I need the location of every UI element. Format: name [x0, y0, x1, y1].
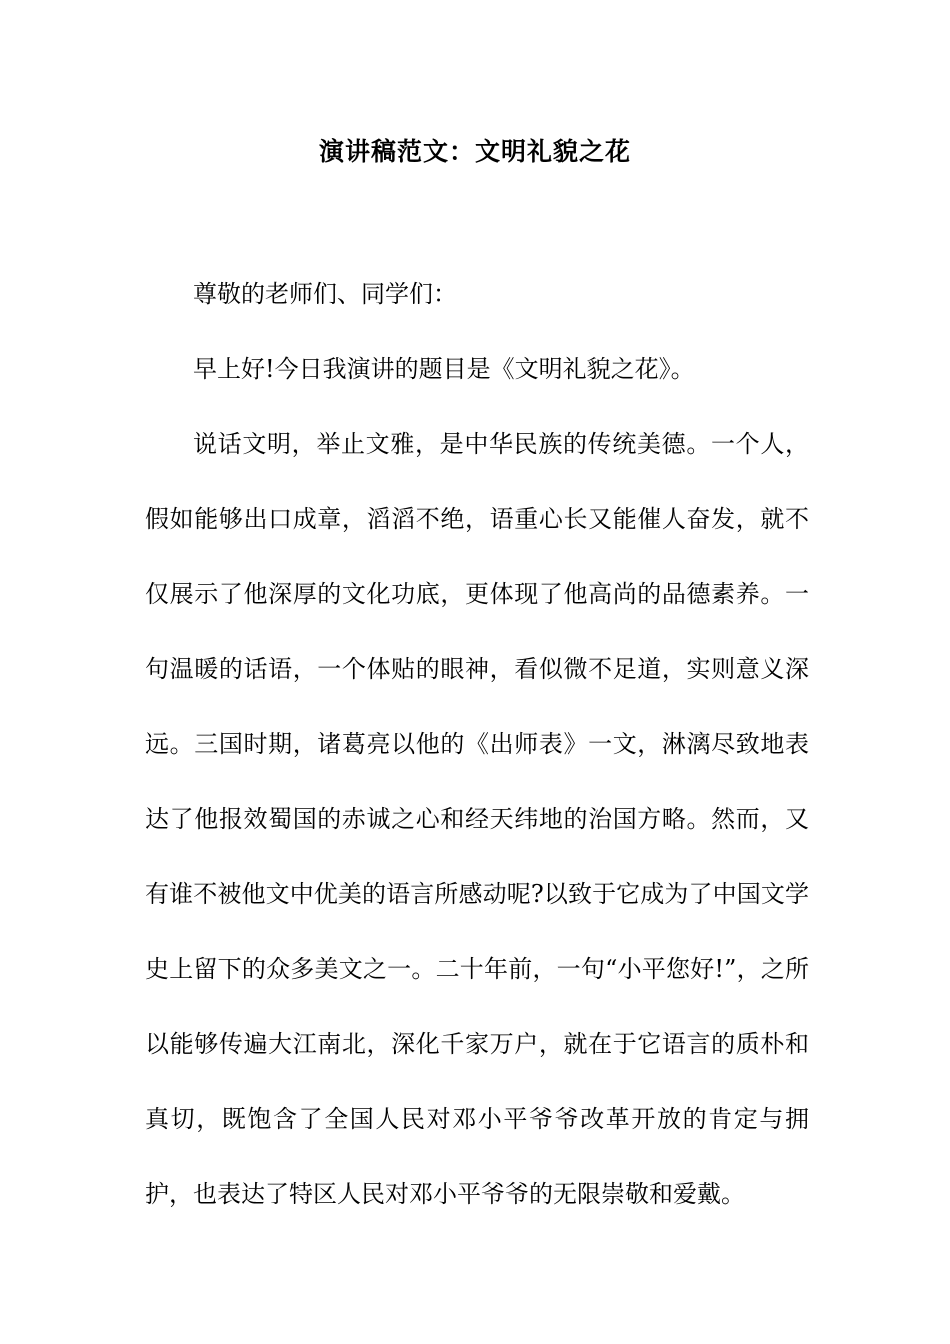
paragraph-main: 说话文明，举止文雅，是中华民族的传统美德。一个人，假如能够出口成章，滔滔不绝，语重心长又能催人奋发，就不仅展示了他深厚的文化功底，更体现了他高尚的品德素养。一句温暖的话语，一个体贴的眼神，看似微不足道，实则意义深远。三国时期，诸葛亮以他的《出师表》一文，淋漓尽致地表达了他报效蜀国的赤诚之心和经天纬地的治国方略。然而，又有谁不被他文中优美的语言所感动呢?以致于它成为了中国文学史上留下的众多美文之一。二十年前，一句“小平您好!”，之所以能够传遍大江南北，深化千家万户，就在于它语言的质朴和真切，既饱含了全国人民对邓小平爷爷改革开放的肯定与拥护，也表达了特区人民对邓小平爷爷的无限崇敬和爱戴。 — [145, 430, 809, 1208]
document-title: 演讲稿范文：文明礼貌之花 — [318, 137, 631, 166]
document-body — [145, 257, 809, 1232]
paragraph-greeting: 尊敬的老师们、同学们： — [193, 280, 457, 308]
paragraph-intro: 早上好!今日我演讲的题目是《文明礼貌之花》。 — [193, 355, 695, 383]
